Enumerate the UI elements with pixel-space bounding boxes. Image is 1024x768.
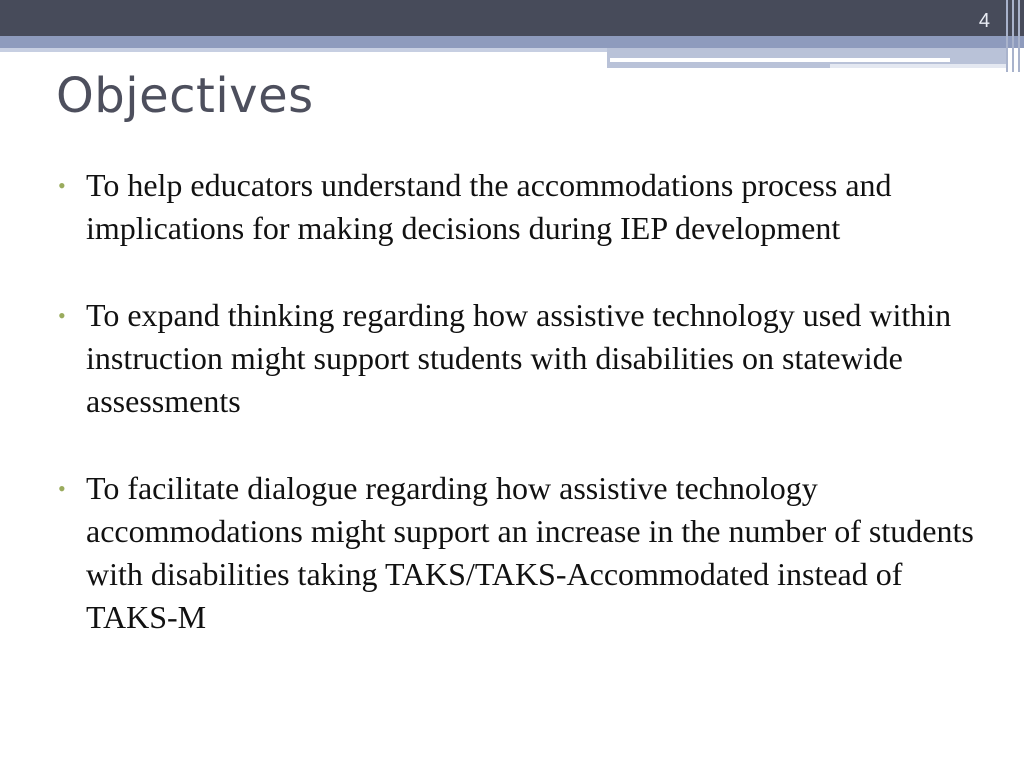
bullet-item <box>56 467 996 639</box>
bullet-dot-icon: • <box>58 173 66 198</box>
bullet-text: To help educators understand the accommodations process and implications for making decisions during IEP development <box>86 167 892 246</box>
header-right-stripe <box>610 58 950 62</box>
header-vertical-line <box>1006 0 1008 72</box>
slide-title: Objectives <box>56 68 314 124</box>
bullet-item <box>56 294 996 423</box>
header-right-stripe-lower <box>830 64 1006 68</box>
header-blue-bar <box>0 36 1024 48</box>
bullet-item <box>56 164 996 250</box>
bullet-list <box>56 164 996 683</box>
bullet-dot-icon: • <box>58 303 66 328</box>
header-vertical-line <box>1018 0 1020 72</box>
bullet-text: To expand thinking regarding how assistive technology used within instruction might support students with disabilities on statewide assessments <box>86 297 952 419</box>
bullet-text: To facilitate dialogue regarding how assistive technology accommodations might support an increase in the number of students with disabilities taking TAKS/TAKS-Accommodated instead of TAKS-M <box>86 470 974 635</box>
slide-number: 4 <box>978 10 990 32</box>
header-vertical-line <box>1012 0 1014 72</box>
header-light-stripe <box>0 48 610 52</box>
header-dark-bar <box>0 0 1024 36</box>
bullet-dot-icon: • <box>58 476 66 501</box>
